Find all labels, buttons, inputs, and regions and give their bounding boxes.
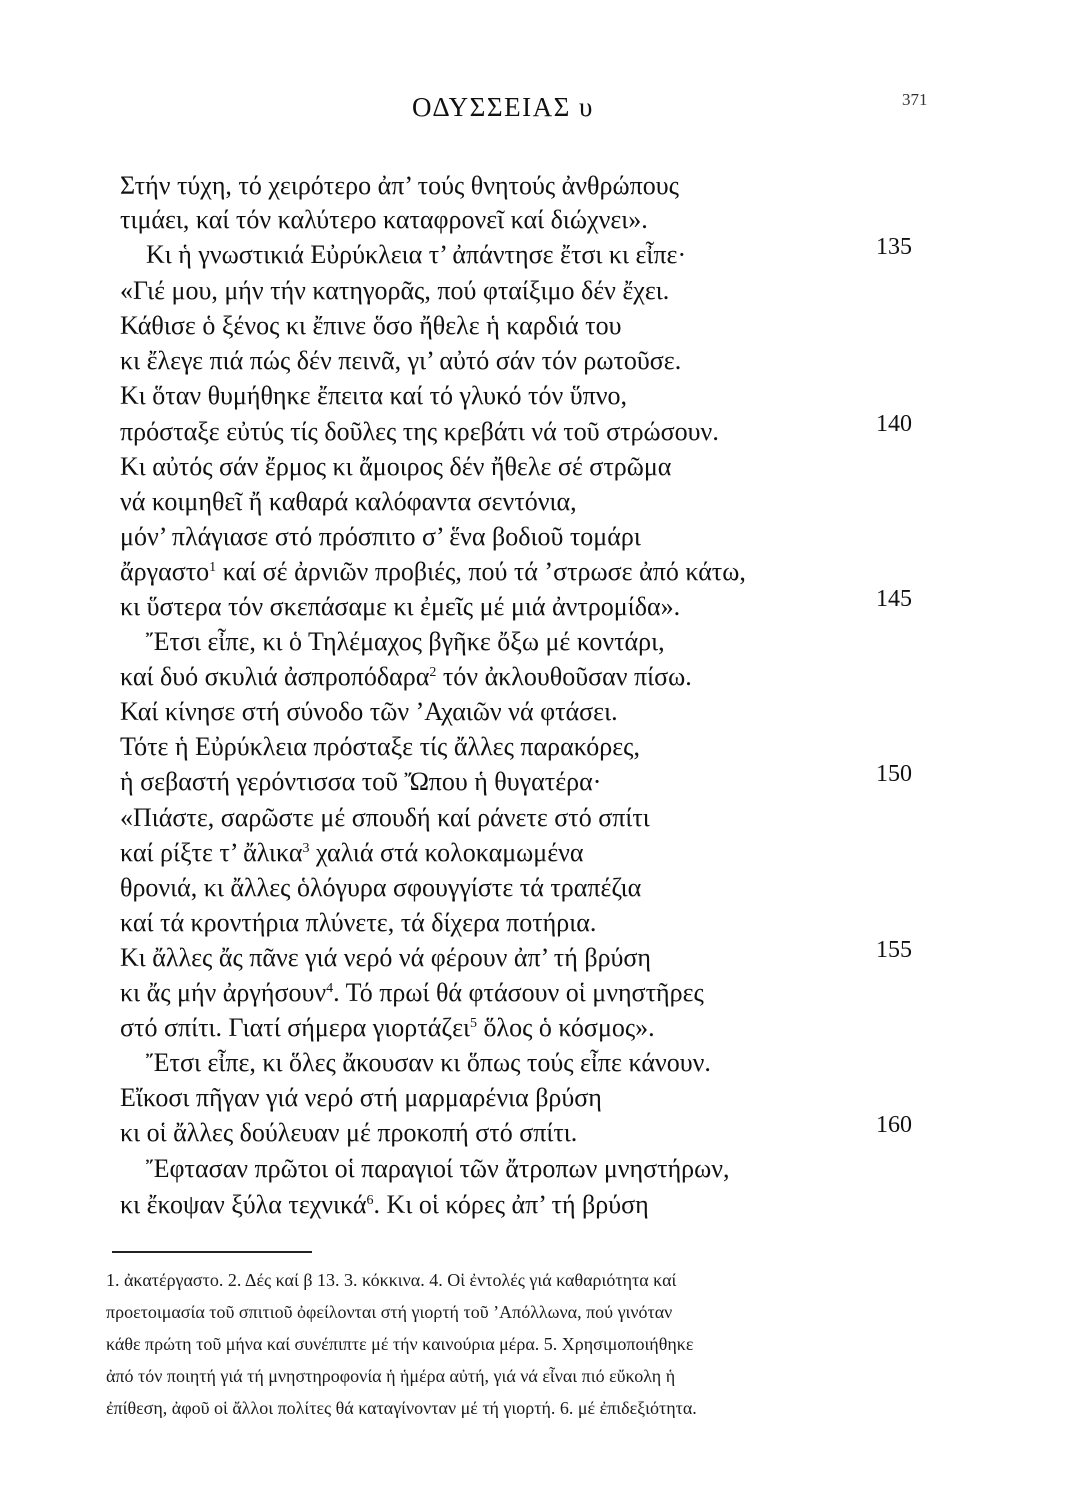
verse-line: [0, 411, 1085, 450]
footnote-ref: 3: [302, 841, 310, 856]
verse-text: Καί κίνησε στή σύνοδο τῶν ’Αχαιῶν νά φτάσει.: [120, 697, 618, 726]
verse-line: [0, 835, 1085, 871]
footnote-line: 1. ἀκατέργαστο. 2. Δές καί β 13. 3. κόκκινα. 4. Οἱ ἐντολές γιά καθαριότητα καί: [106, 1270, 677, 1290]
verse-line: [0, 870, 1085, 906]
footnote-line: ἀπό τόν ποιητή γιά τή μνηστηροφονία ἡ ἡμέρα αὐτή, γιά νά εἶναι πιό εὔκολη ἡ: [106, 1366, 676, 1386]
line-number: 145: [876, 586, 912, 612]
verse-line: [0, 1187, 1085, 1223]
verse-line: [0, 761, 1085, 800]
book-title: ΟΔΥΣΣΕΙΑΣ υ: [412, 92, 594, 122]
verse-text: στό σπίτι. Γιατί σήμερα γιορτάζει$^5$ ὅλος ὁ κόσμος».: [120, 1013, 655, 1042]
line-number: 135: [876, 234, 912, 260]
verse-text: Ἔτσι εἶπε, κι ὁ Τηλέμαχος βγῆκε ὄξω μέ κοντάρι,: [146, 627, 665, 656]
verse-text: καί δυό σκυλιά ἀσπροπόδαρα$^2$ τόν ἀκλουθοῦσαν πίσω.: [120, 662, 692, 691]
verse-text: νά κοιμηθεῖ ἤ καθαρά καλόφαντα σεντόνια,: [120, 487, 577, 516]
verse-line: [0, 1112, 1085, 1151]
verse-text: μόν’ πλάγιασε στό πρόσπιτο σ’ ἕνα βοδιοῦ τομάρι: [120, 522, 641, 551]
footnote-line: προετοιμασία τοῦ σπιτιοῦ ὀφείλονται στή γιορτή τοῦ ’Απόλλωνα, πού γινόταν: [106, 1302, 673, 1322]
footnotes: [106, 1264, 986, 1424]
verse-line: [0, 234, 1085, 273]
footnote-ref: 6: [366, 1193, 374, 1208]
page-number: 371: [902, 90, 928, 109]
verse-line: [0, 659, 1085, 695]
verse-text: κι ἄς μήν ἀργήσουν$^4$. Τό πρωί θά φτάσουν οἱ μνηστῆρες: [120, 978, 704, 1007]
verse-line: [0, 202, 1085, 238]
verse-text: κι ὕστερα τόν σκεπάσαμε κι ἐμεῖς μέ μιά ἀντρομίδα».: [120, 592, 681, 621]
verse-text: πρόσταξε εὐτύς τίς δοῦλες της κρεβάτι νά τοῦ στρώσουν.: [120, 417, 719, 446]
verse-line: [0, 308, 1085, 344]
verse-line: [0, 586, 1085, 625]
verse-line: [0, 905, 1085, 941]
footnote-line: ἐπίθεση, ἀφοῦ οἱ ἄλλοι πολίτες θά καταγίνονταν μέ τή γιορτή. 6. μέ ἐπιδεξιότητα.: [106, 1398, 697, 1418]
verse-text: Κι αὐτός σάν ἔρμος κι ἄμοιρος δέν ἤθελε σέ στρῶμα: [120, 452, 672, 481]
running-head: [0, 86, 1085, 126]
verse-line: [0, 554, 1085, 590]
line-number: 160: [876, 1112, 912, 1138]
verse-text: Στήν τύχη, τό χειρότερο ἀπ’ τούς θνητούς ἀνθρώπους: [120, 171, 679, 200]
footnote-line: κάθε πρώτη τοῦ μήνα καί συνέπιπτε μέ τήν καινούρια μέρα. 5. Χρησιμοποιήθηκε: [106, 1334, 694, 1354]
verse-text: Εἴκοσι πῆγαν γιά νερό στή μαρμαρένια βρύση: [120, 1083, 602, 1112]
footnote-ref: 1: [209, 560, 217, 575]
verse-text: καί τά κροντήρια πλύνετε, τά δίχερα ποτήρια.: [120, 908, 597, 937]
verse-line: [0, 1151, 1085, 1187]
verse-line: [0, 729, 1085, 765]
verse-line: [0, 1080, 1085, 1116]
verse-text: κι οἱ ἄλλες δούλευαν μέ προκοπή στό σπίτι.: [120, 1118, 578, 1147]
verse-text: κι ἔλεγε πιά πώς δέν πεινᾶ, γι’ αὐτό σάν τόν ρωτοῦσε.: [120, 346, 682, 375]
verse-line: [0, 378, 1085, 414]
verse-text: κι ἔκοψαν ξύλα τεχνικά$^6$. Κι οἱ κόρες ἀπ’ τή βρύση: [120, 1190, 649, 1219]
line-number: 140: [876, 411, 912, 437]
verse-line: [0, 168, 1085, 204]
verse-text: «Γιέ μου, μήν τήν κατηγορᾶς, πού φταίξιμο δέν ἔχει.: [120, 276, 670, 305]
verse-text: ἄργαστο$^1$ καί σέ ἀρνιῶν προβιές, πού τά ’στρωσε ἀπό κάτω,: [120, 557, 746, 586]
verse-text: Κι ὅταν θυμήθηκε ἔπειτα καί τό γλυκό τόν ὕπνο,: [120, 381, 627, 410]
verse-line: [0, 1045, 1085, 1081]
verse-line: [0, 975, 1085, 1011]
verse-text: ἡ σεβαστή γερόντισσα τοῦ Ὤπου ἡ θυγατέρα·: [120, 767, 602, 796]
verse-text: Ἔφτασαν πρῶτοι οἱ παραγιοί τῶν ἄτροπων μνηστήρων,: [146, 1154, 730, 1183]
verse-line: [0, 800, 1085, 836]
line-number: 150: [876, 761, 912, 787]
footnote-ref: 4: [326, 981, 334, 996]
verse-text: Κι ἄλλες ἄς πᾶνε γιά νερό νά φέρουν ἀπ’ τή βρύση: [120, 943, 652, 972]
verse-line: [0, 519, 1085, 555]
verse-line: [0, 937, 1085, 976]
verse-text: Κι ἡ γνωστικιά Εὐρύκλεια τ’ ἀπάντησε ἔτσι κι εἶπε·: [146, 240, 687, 269]
verse-line: [0, 273, 1085, 309]
verse-line: [0, 1010, 1085, 1046]
verse-text: θρονιά, κι ἄλλες ὁλόγυρα σφουγγίστε τά τραπέζια: [120, 873, 642, 902]
verse-line: [0, 624, 1085, 660]
verse-text: Τότε ἡ Εὐρύκλεια πρόσταξε τίς ἄλλες παρακόρες,: [120, 732, 640, 761]
verse-text: «Πιάστε, σαρῶστε μέ σπουδή καί ράνετε στό σπίτι: [120, 803, 650, 832]
footnote-ref: 2: [429, 665, 437, 680]
verse-text: τιμάει, καί τόν καλύτερο καταφρονεῖ καί διώχνει».: [120, 205, 648, 234]
verse-text: Κάθισε ὁ ξένος κι ἔπινε ὅσο ἤθελε ἡ καρδιά του: [120, 311, 622, 340]
footnote-ref: 5: [470, 1016, 477, 1031]
verse-line: [0, 449, 1085, 485]
line-number: 155: [876, 937, 912, 963]
verse-text: καί ρίξτε τ’ ἄλικα$^3$ χαλιά στά κολοκαμωμένα: [120, 838, 584, 867]
verse-line: [0, 343, 1085, 379]
verse-line: [0, 694, 1085, 730]
footnote-rule: [112, 1251, 312, 1253]
verse-line: [0, 484, 1085, 520]
verse-text: Ἔτσι εἶπε, κι ὅλες ἄκουσαν κι ὅπως τούς εἶπε κάνουν.: [146, 1048, 711, 1077]
